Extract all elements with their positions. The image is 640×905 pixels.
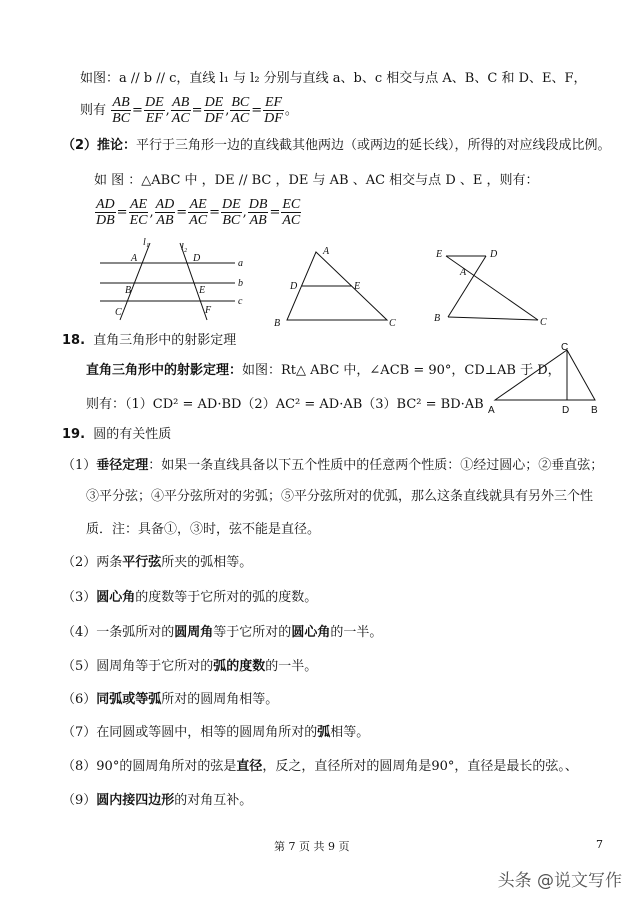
list-item: （5）圆周角等于它所对的弧的度数的一半。 bbox=[62, 659, 318, 674]
svg-text:A: A bbox=[131, 253, 138, 264]
corollary-heading: （2）推论：平行于三角形一边的直线截其他两边（或两边的延长线），所得的对应线段成比例。 bbox=[62, 138, 611, 153]
svg-text:C: C bbox=[561, 342, 569, 353]
fraction: $\frac{DE}{EF}$ bbox=[144, 95, 164, 126]
list-item: （6）同弧或等弧所对的圆周角相等。 bbox=[62, 692, 279, 707]
parallel-lines-figure bbox=[95, 235, 255, 335]
list-item: （4）一条弧所对的圆周角等于它所对的圆心角的一半。 bbox=[62, 625, 383, 640]
parallel-ratio-line: 则有 $\frac{AB}{BC}$ = $\frac{DE}{EF}$ , $\frac{AB}{AC}$ = $\frac{DE}{DF}$ , $\frac{BC}{AC}$ = $\frac{EF}{DF}$ 。 bbox=[80, 95, 298, 126]
list-item: （1）垂径定理：如果一条直线具备以下五个性质中的任意两个性质：①经过圆心；②垂直弦； bbox=[62, 458, 604, 473]
fraction: $\frac{AB}{BC}$ bbox=[112, 95, 131, 126]
svg-text:E: E bbox=[436, 249, 443, 260]
fraction: $\frac{AB}{AC}$ bbox=[171, 95, 190, 126]
projection-theorem-result: 则有：（1）CD² = AD·BD（2）AC² = AD·AB（3）BC² = BD·AB bbox=[86, 397, 484, 412]
svg-text:D: D bbox=[290, 281, 298, 292]
svg-text:C: C bbox=[115, 307, 122, 318]
svg-text:A: A bbox=[460, 267, 467, 278]
svg-text:B: B bbox=[434, 313, 441, 324]
list-item: （7）在同圆或等圆中，相等的圆周角所对的弧相等。 bbox=[62, 725, 370, 740]
fraction: $\frac{BC}{AC}$ bbox=[231, 95, 250, 126]
list-item: 质．注：具备①，③时，弦不能是直径。 bbox=[86, 522, 321, 537]
segment-ec bbox=[446, 256, 538, 320]
section-19-heading: 19. 圆的有关性质 bbox=[62, 427, 172, 442]
list-item: （2）两条平行弦所夹的弧相等。 bbox=[62, 555, 253, 570]
svg-text:D: D bbox=[490, 249, 498, 260]
svg-text:C: C bbox=[540, 317, 547, 328]
svg-text:A: A bbox=[323, 246, 330, 257]
svg-text:D: D bbox=[193, 253, 201, 264]
fraction: $\frac{DE}{DF}$ bbox=[204, 95, 224, 126]
watermark: 头条 @说文写作 bbox=[497, 871, 622, 891]
ratio-prefix: 则有 bbox=[80, 103, 107, 118]
crossed-triangle-figure bbox=[428, 245, 558, 335]
page-number: 7 bbox=[596, 838, 603, 851]
right-triangle-figure bbox=[485, 340, 605, 420]
page-info: 第 7 页 共 9 页 bbox=[274, 840, 350, 853]
corollary-text: 如 图 ：△ABC 中 ，DE // BC ，DE 与 AB 、AC 相交与点 D 、E ，则有： bbox=[94, 173, 539, 188]
svg-text:B: B bbox=[274, 318, 281, 329]
svg-text:E: E bbox=[199, 285, 206, 296]
corollary-ratios: $\frac{AD}{DB}$ = $\frac{AE}{EC}$ , $\frac{AD}{AB}$ = $\frac{AE}{AC}$ = $\frac{DE}{BC}$ , $\frac{DB}{AB}$ = $\frac{EC}{AC}$ bbox=[96, 197, 301, 228]
list-item: （3）圆心角的度数等于它所对的弧的度数。 bbox=[62, 590, 318, 605]
svg-text:l₁: l₁ bbox=[143, 237, 150, 248]
svg-text:a: a bbox=[238, 258, 243, 269]
svg-text:F: F bbox=[205, 305, 212, 316]
triangle-de-bc-figure bbox=[272, 242, 402, 332]
svg-text:B: B bbox=[125, 285, 132, 296]
svg-text:b: b bbox=[238, 278, 243, 289]
section-18-heading: 18. 直角三角形中的射影定理 bbox=[62, 333, 237, 348]
projection-theorem-text: 直角三角形中的射影定理：如图：Rt△ ABC 中，∠ACB = 90°，CD⊥AB 于 D， bbox=[86, 363, 561, 378]
segment-bc bbox=[448, 317, 538, 320]
svg-text:l₂: l₂ bbox=[181, 242, 188, 253]
svg-text:c: c bbox=[238, 296, 243, 307]
parallel-text-1: 如图：a // b // c，直线 l₁ 与 l₂ 分别与直线 a、b、c 相交与点 A、B、C 和 D、E、F， bbox=[80, 71, 587, 86]
list-item: （9）圆内接四边形的对角互补。 bbox=[62, 793, 253, 808]
fraction: $\frac{EF}{DF}$ bbox=[264, 95, 283, 126]
list-item: （8）90°的圆周角所对的弦是直径，反之，直径所对的圆周角是90°，直径是最长的弦。、 bbox=[62, 759, 578, 774]
svg-text:C: C bbox=[389, 318, 396, 329]
svg-text:E: E bbox=[354, 281, 361, 292]
triangle-acb bbox=[495, 350, 595, 400]
svg-text:A: A bbox=[488, 405, 495, 416]
segment-db bbox=[448, 256, 486, 317]
svg-text:D: D bbox=[562, 405, 570, 416]
svg-text:B: B bbox=[591, 405, 598, 416]
list-item: ③平分弦；④平分弦所对的劣弧；⑤平分弦所对的优弧，那么这条直线就具有另外三个性 bbox=[86, 489, 594, 504]
